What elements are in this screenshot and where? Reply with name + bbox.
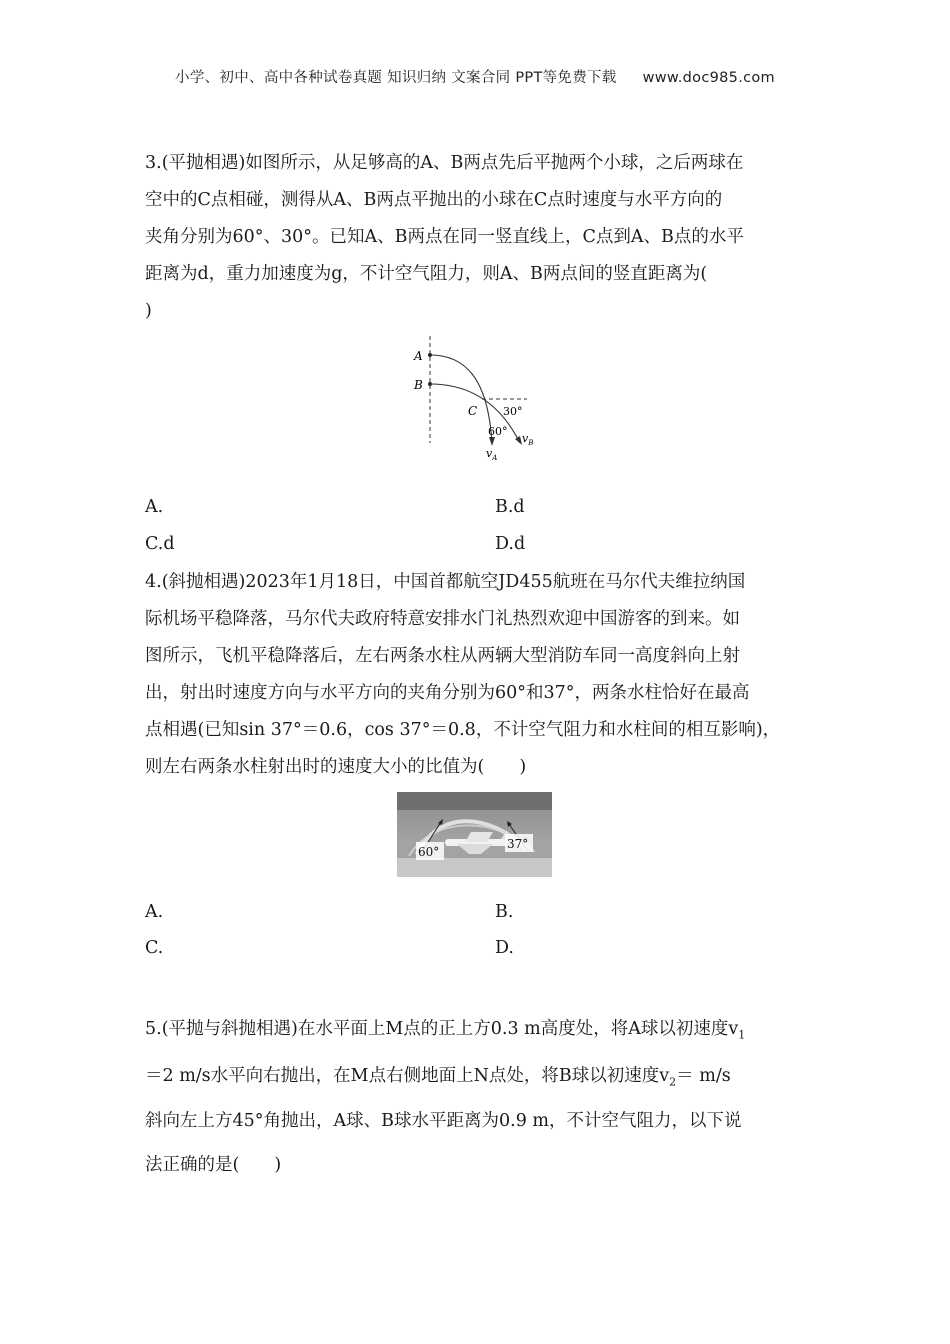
q4-line: 则左右两条水柱射出时的速度大小的比值为( ) (145, 757, 527, 777)
q4-line: 点相遇(已知sin 37°＝0.6，cos 37°＝0.8，不计空气阻力和水柱间的相互影响)， (145, 720, 781, 740)
velocity-b-label: $v_B$ (522, 432, 534, 447)
q4-water-salute-photo (397, 792, 552, 877)
q3-option-c[interactable]: C.d (145, 534, 175, 554)
header-text: 小学、初中、高中各种试卷真题 知识归纳 文案合同 PPT等免费下载 (175, 70, 617, 86)
angle-30-label: 30° (503, 405, 523, 418)
q3-option-b[interactable]: B.d (495, 497, 525, 517)
angle-60-label: 60° (488, 425, 508, 438)
page-header (0, 66, 950, 87)
angle-37-photo-label: 37° (507, 837, 529, 851)
q3-line: ) (145, 301, 152, 321)
q5-line-1: 5.(平抛与斜抛相遇)在水平面上M点的正上方0.3 m高度处，将A球以初速度$v_1$ (145, 1019, 746, 1042)
q3-option-a[interactable]: A. (145, 497, 164, 517)
q4-option-d[interactable]: D. (495, 938, 514, 958)
q4-option-a[interactable]: A. (145, 902, 164, 922)
question-3-text (145, 145, 807, 330)
q3-line: 3.(平抛相遇)如图所示，从足够高的A、B两点先后平抛两个小球，之后两球在 (145, 153, 744, 173)
point-b-label: B (414, 378, 423, 392)
q4-option-c[interactable]: C. (145, 938, 164, 958)
header-url[interactable]: www.doc985.com (642, 70, 775, 86)
q4-line: 出，射出时速度方向与水平方向的夹角分别为60°和37°，两条水柱恰好在最高 (145, 683, 750, 703)
q4-line: 4.(斜抛相遇)2023年1月18日，中国首都航空JD455航班在马尔代夫维拉纳国 (145, 572, 746, 592)
q5-line-2: ＝2 m/s水平向右抛出，在M点右侧地面上N点处，将B球以初速度$v_2= m/s$ (145, 1066, 731, 1089)
question-4-text (145, 564, 807, 786)
q5-line-3: 斜向左上方45°角抛出，A球、B球水平距离为0.9 m，不计空气阻力，以下说 (145, 1111, 742, 1131)
q3-trajectory-figure (400, 333, 550, 465)
q3-line: 距离为d，重力加速度为g，不计空气阻力，则A、B两点间的竖直距离为( (145, 264, 708, 284)
q4-option-b[interactable]: B. (495, 902, 514, 922)
q4-line: 际机场平稳降落，马尔代夫政府特意安排水门礼热烈欢迎中国游客的到来。如 (145, 609, 740, 629)
point-a-label: A (414, 349, 423, 363)
q3-line: 空中的C点相碰，测得从A、B两点平抛出的小球在C点时速度与水平方向的 (145, 190, 723, 210)
q4-line: 图所示，飞机平稳降落后，左右两条水柱从两辆大型消防车同一高度斜向上射 (145, 646, 740, 666)
q3-option-d[interactable]: D.d (495, 534, 526, 554)
point-c-label: C (468, 404, 478, 418)
angle-60-photo-label: 60° (418, 845, 440, 859)
q3-line: 夹角分别为60°、30°。已知A、B两点在同一竖直线上，C点到A、B点的水平 (145, 227, 744, 247)
velocity-a-label: $v_A$ (486, 447, 498, 462)
q5-line-4: 法正确的是( ) (145, 1155, 282, 1175)
